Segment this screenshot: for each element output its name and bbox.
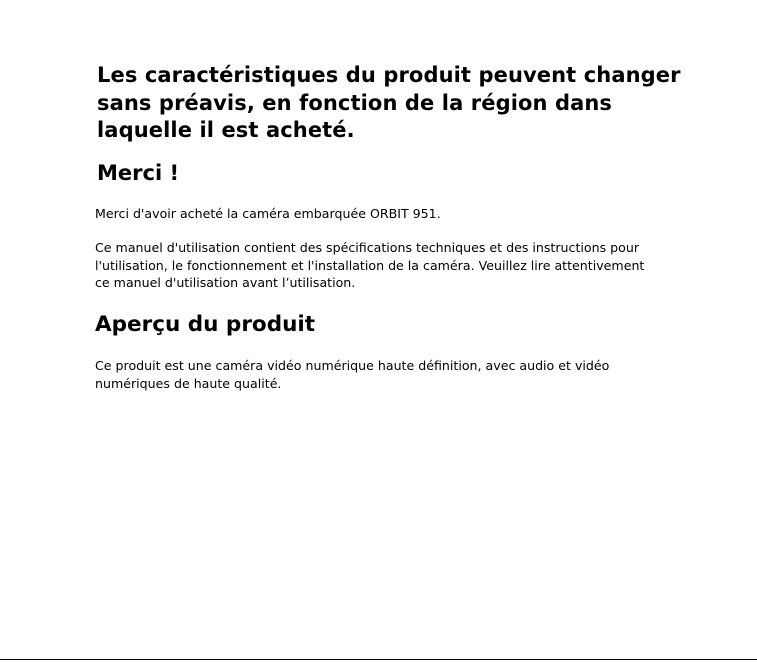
manual-line-3: ce manuel d'utilisation avant l’utilisation. — [95, 275, 356, 290]
thanks-paragraph: Merci d'avoir acheté la caméra embarquée ORBIT 951. — [95, 206, 441, 221]
product-overview-paragraph — [95, 357, 715, 392]
notice-line-3: laquelle il est acheté. — [97, 118, 355, 142]
notice-line-1: Les caractéristiques du produit peuvent changer — [97, 63, 681, 87]
manual-line-1: Ce manuel d'utilisation contient des spécifications techniques et des instructions pour — [95, 240, 640, 255]
manual-line-2: l'utilisation, le fonctionnement et l'installation de la caméra. Veuillez lire attentivement — [95, 257, 645, 273]
manual-paragraph — [95, 239, 715, 292]
notice-line-2: sans préavis, en fonction de la région dans — [97, 90, 613, 115]
page-bottom-rule — [0, 659, 757, 660]
thanks-heading: Merci ! — [97, 161, 180, 185]
overview-line-1: Ce produit est une caméra vidéo numérique haute définition, avec audio et vidéo — [95, 358, 610, 373]
product-overview-heading: Aperçu du produit — [95, 312, 316, 337]
overview-line-2: numériques de haute qualité. — [95, 375, 282, 391]
product-change-notice — [97, 62, 737, 145]
